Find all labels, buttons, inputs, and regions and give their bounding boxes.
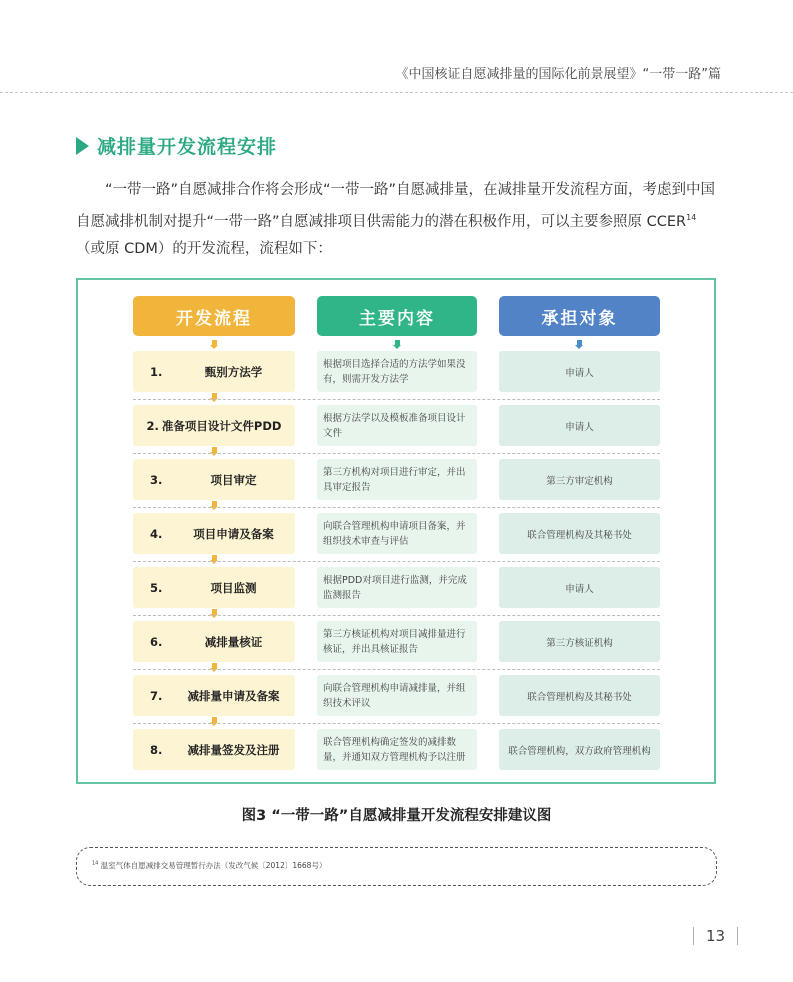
- step-number: 2.: [146, 418, 159, 433]
- step-name: 减排量签发及注册: [187, 742, 280, 757]
- down-arrow-icon: [395, 340, 400, 345]
- step-name: 项目审定: [210, 472, 257, 487]
- step-content: 向联合管理机构申请减排量，并组织技术评议: [317, 675, 477, 716]
- row-divider: [133, 399, 660, 400]
- step-number: 6.: [150, 634, 163, 649]
- step-content: 根据项目选择合适的方法学如果没有，则需开发方法学: [317, 351, 477, 392]
- down-arrow-icon: [212, 447, 217, 452]
- step-party: 申请人: [499, 351, 660, 392]
- step-number: 4.: [150, 526, 163, 541]
- column-header-process: 开发流程: [133, 296, 295, 336]
- step-number: 7.: [150, 688, 163, 703]
- process-step-8: [133, 729, 295, 770]
- row-divider: [133, 615, 660, 616]
- header-divider: [0, 92, 793, 93]
- step-party: 联合管理机构及其秘书处: [499, 513, 660, 554]
- step-name: 准备项目设计文件PDD: [161, 418, 282, 433]
- step-name: 项目申请及备案: [193, 526, 274, 541]
- step-name: 甄别方法学: [204, 364, 263, 379]
- running-header: 《中国核证自愿减排量的国际化前景展望》“一带一路”篇: [395, 67, 721, 82]
- row-divider: [133, 453, 660, 454]
- step-content: 向联合管理机构申请项目备案，并组织技术审查与评估: [317, 513, 477, 554]
- column-header-content: 主要内容: [317, 296, 477, 336]
- figure-caption: 图3 “一带一路”自愿减排量开发流程安排建议图: [241, 808, 552, 824]
- process-step-2: [133, 405, 295, 446]
- step-number: 3.: [150, 472, 163, 487]
- process-step-3: [133, 459, 295, 500]
- row-divider: [133, 723, 660, 724]
- down-arrow-icon: [212, 717, 217, 722]
- step-party: 申请人: [499, 405, 660, 446]
- step-name: 项目监测: [210, 580, 257, 595]
- body-paragraph: [76, 177, 722, 263]
- step-content: 根据方法学以及模板准备项目设计文件: [317, 405, 477, 446]
- row-divider: [133, 669, 660, 670]
- column-header-party: 承担对象: [499, 296, 660, 336]
- down-arrow-icon: [212, 340, 217, 345]
- step-number: 5.: [150, 580, 163, 595]
- footnote-reference[interactable]: 14: [686, 213, 697, 222]
- step-party: 第三方审定机构: [499, 459, 660, 500]
- step-party: 第三方核证机构: [499, 621, 660, 662]
- step-content: 第三方核证机构对项目减排量进行核证，并出具核证报告: [317, 621, 477, 662]
- triangle-bullet-icon: [76, 137, 89, 155]
- process-step-5: [133, 567, 295, 608]
- step-name: 减排量核证: [204, 634, 263, 649]
- process-step-4: [133, 513, 295, 554]
- footnote-marker: 14: [92, 860, 99, 867]
- process-step-6: [133, 621, 295, 662]
- footnote-text: 温室气体自愿减排交易管理暂行办法（发改气候〔2012〕1668号）: [100, 861, 327, 870]
- step-party: 申请人: [499, 567, 660, 608]
- paragraph-text-2: （或原 CDM）的开发流程，流程如下：: [76, 240, 332, 257]
- step-number: 8.: [150, 742, 163, 757]
- down-arrow-icon: [577, 340, 582, 345]
- page-number-divider: [737, 927, 738, 945]
- row-divider: [133, 507, 660, 508]
- down-arrow-icon: [212, 663, 217, 668]
- step-content: 联合管理机构确定签发的减排数量，并通知双方管理机构予以注册: [317, 729, 477, 770]
- footnote: [92, 860, 326, 871]
- step-party: 联合管理机构及其秘书处: [499, 675, 660, 716]
- process-step-1: [133, 351, 295, 392]
- step-number: 1.: [150, 364, 163, 379]
- page-number: [693, 927, 738, 945]
- step-name: 减排量申请及备案: [187, 688, 280, 703]
- section-heading: [76, 132, 277, 159]
- down-arrow-icon: [212, 501, 217, 506]
- down-arrow-icon: [212, 393, 217, 398]
- step-content: 根据PDD对项目进行监测，并完成监测报告: [317, 567, 477, 608]
- paragraph-text-1: “一带一路”自愿减排合作将会形成“一带一路”自愿减排量，在减排量开发流程方面，考虑到中国自愿减排机制对提升“一带一路”自愿减排项目供需能力的潜在积极作用，可以主要参照原 CCER: [76, 182, 716, 230]
- section-title: 减排量开发流程安排: [97, 136, 278, 158]
- row-divider: [133, 561, 660, 562]
- step-party: 联合管理机构，双方政府管理机构: [499, 729, 660, 770]
- down-arrow-icon: [212, 555, 217, 560]
- down-arrow-icon: [212, 609, 217, 614]
- process-step-7: [133, 675, 295, 716]
- step-content: 第三方机构对项目进行审定，并出具审定报告: [317, 459, 477, 500]
- page-number-value: 13: [706, 927, 726, 945]
